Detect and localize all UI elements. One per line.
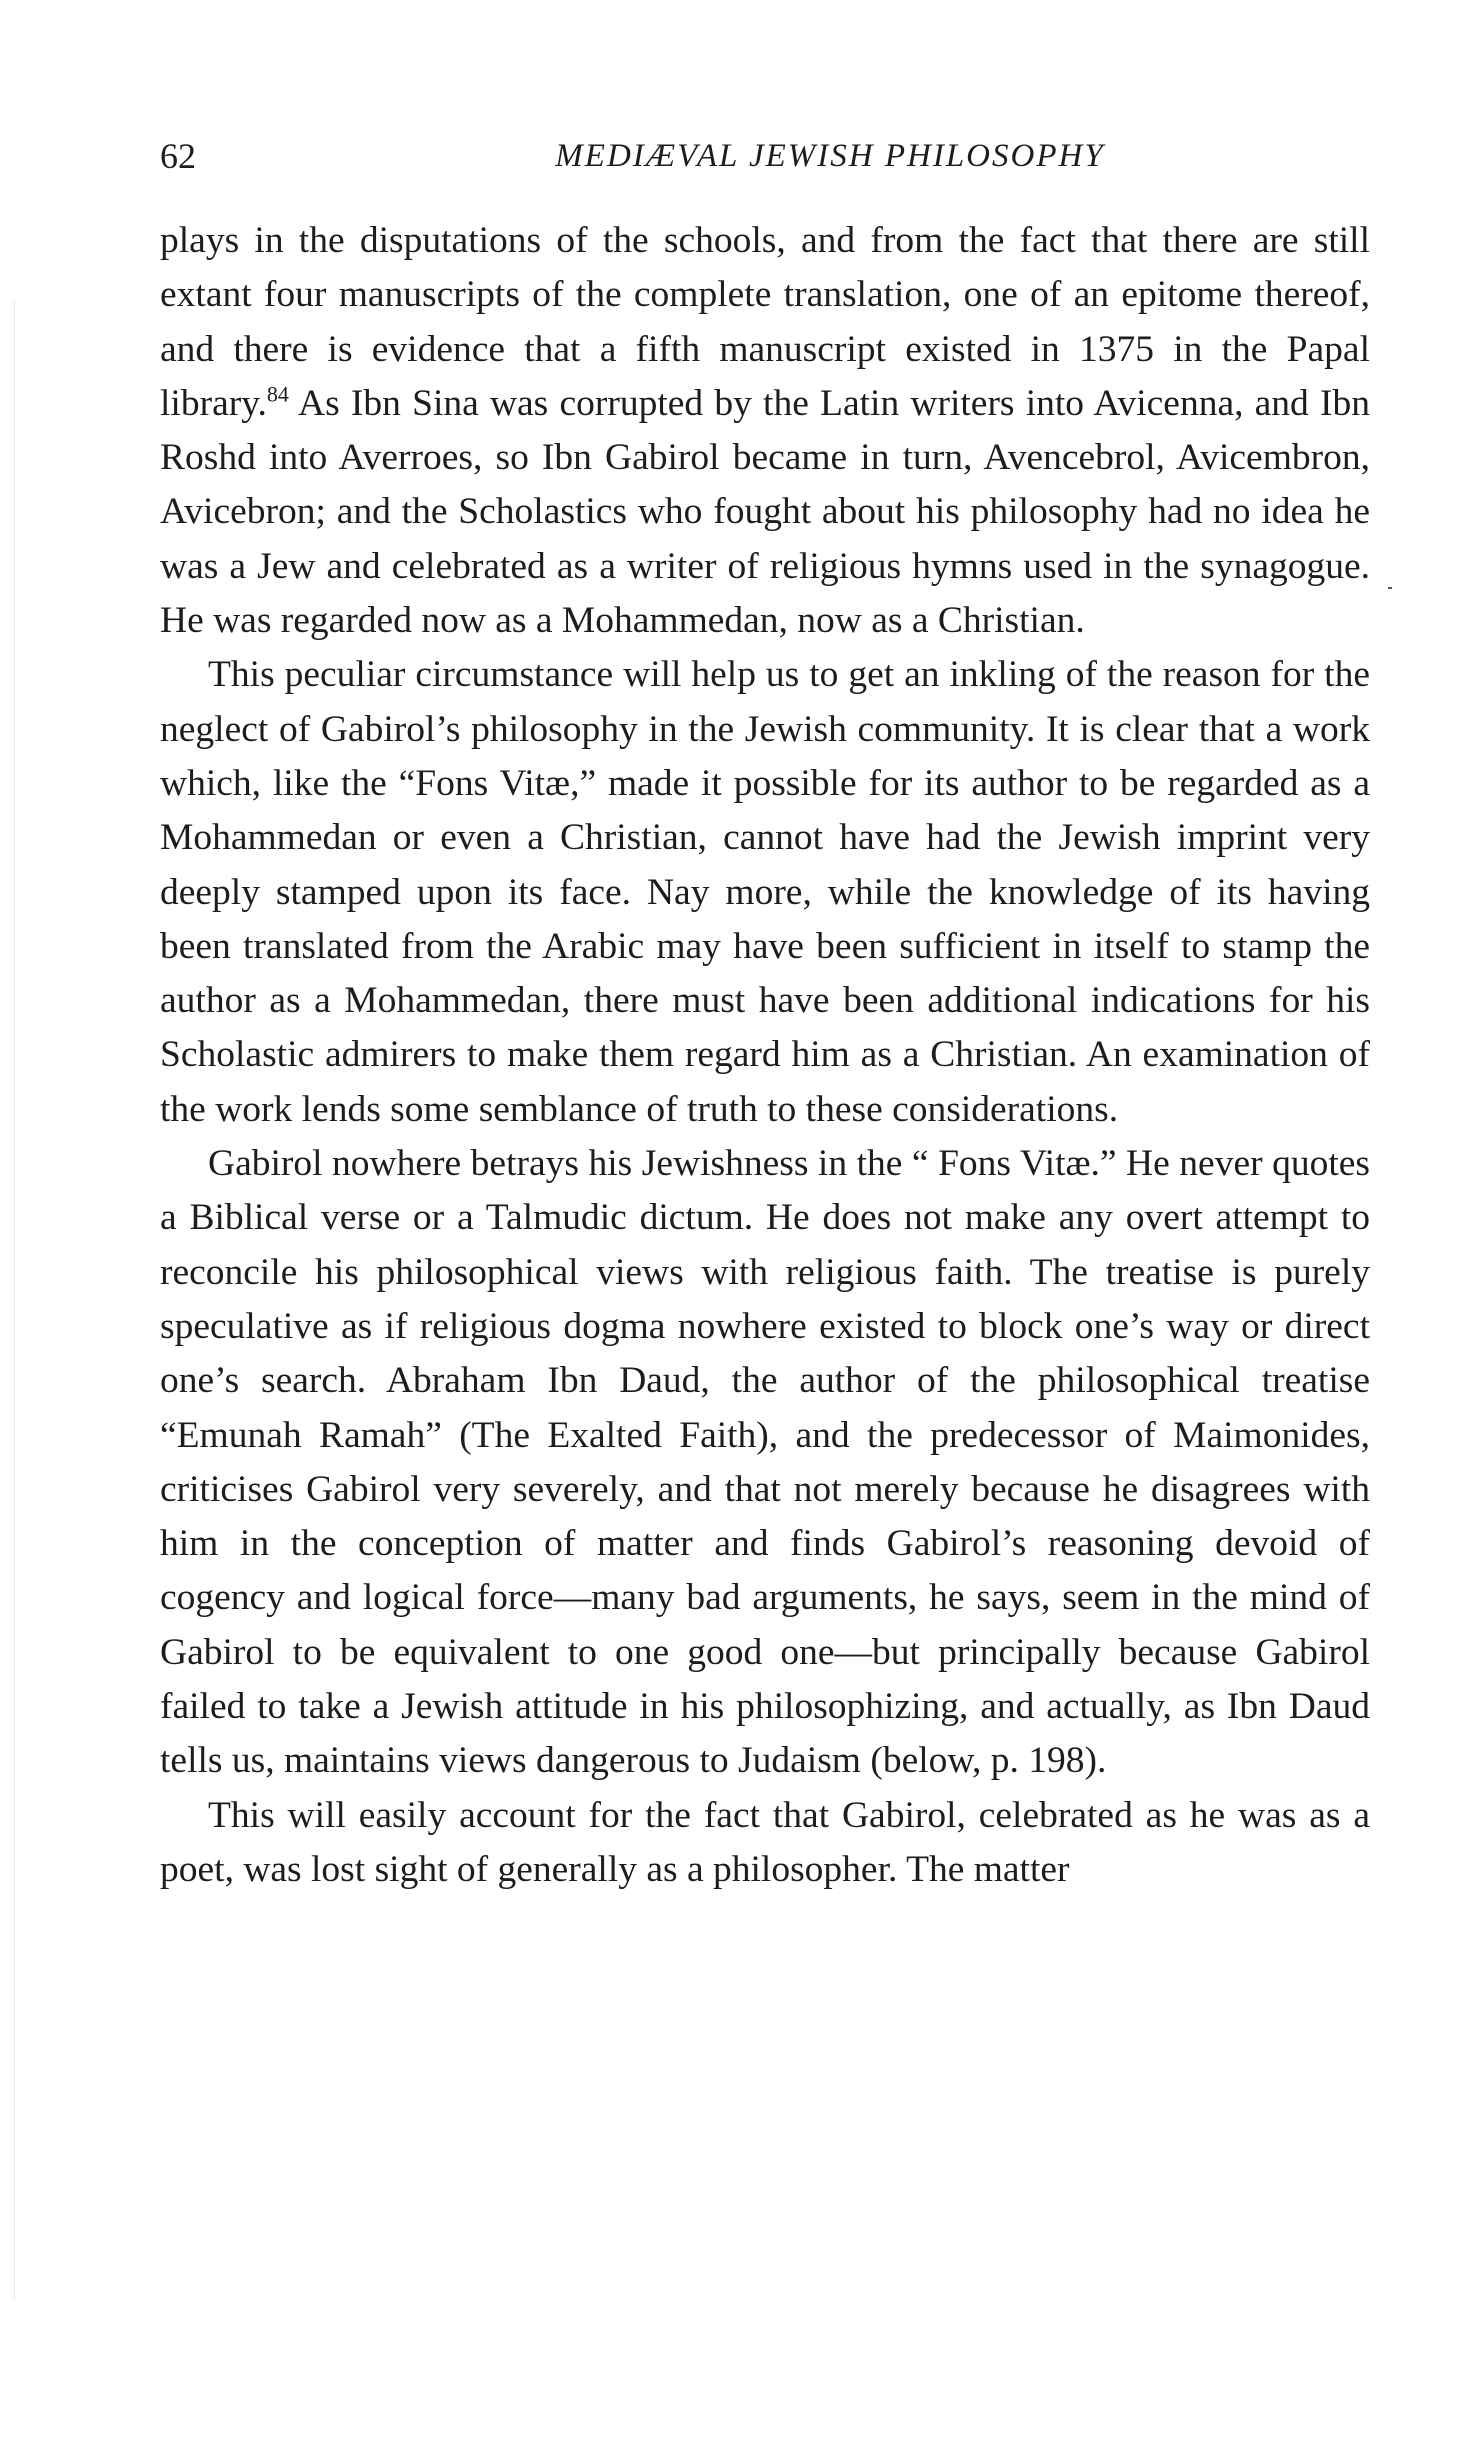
- paragraph-2: This peculiar circumstance will help us to get an inkling of the reason for the neglect of Gabirol’s philosophy in the Jewish community. It is clear that a work which, like the “Fons Vitæ,” made it possible for its author to be regarded as a Mohammedan or even a Christian, cannot have had the Jewish imprint very deeply stamped upon its face. Nay more, while the knowledge of its having been translated from the Arabic may have been sufficient in itself to stamp the author as a Mohammedan, there must have been additional indications for his Scholastic admirers to make them regard him as a Christian. An examination of the work lends some semblance of truth to these considerations.: [160, 654, 1370, 1130]
- paragraph-1: [160, 214, 1370, 648]
- body-text: [160, 214, 1370, 1897]
- paragraph-4: This will easily account for the fact that Gabirol, celebrated as he was as a poet, was lost sight of generally as a philosopher. The matter: [160, 1794, 1370, 1890]
- running-title: MEDIÆVAL JEWISH PHILOSOPHY: [555, 138, 1105, 174]
- page-header: [160, 126, 1370, 186]
- page-number: 62: [160, 136, 196, 176]
- paragraph-1-text-b: As Ibn Sina was corrupted by the Latin writers into Avicenna, and Ibn Roshd into Averroes, so Ibn Gabirol became in turn, Avencebrol, Avicembron, Avicebron; and the Scholastics who fought about his philosophy had no idea he was a Jew and celebrated as a writer of religious hymns used in the synagogue. He was regarded now as a Mohammedan, now as a Christian.: [160, 382, 1370, 642]
- ink-speck: [1388, 587, 1392, 589]
- gutter-shadow: [14, 300, 15, 2300]
- paragraph-3: Gabirol nowhere betrays his Jewishness in the “ Fons Vitæ.” He never quotes a Biblical verse or a Talmudic dictum. He does not make any overt attempt to reconcile his philosophical views with religious faith. The treatise is purely speculative as if religious dogma nowhere existed to block one’s way or direct one’s search. Abraham Ibn Daud, the author of the philosophical treatise “Emunah Ramah” (The Exalted Faith), and the predecessor of Maimonides, criticises Gabirol very severely, and that not merely because he disagrees with him in the conception of matter and finds Gabirol’s reasoning devoid of cogency and logical force—many bad arguments, he says, seem in the mind of Gabirol to be equivalent to one good one—but principally because Gabirol failed to take a Jewish attitude in his philosophizing, and actually, as Ibn Daud tells us, maintains views dangerous to Judaism (below, p. 198).: [160, 1143, 1370, 1782]
- paragraph-1-text-a: plays in the disputations of the schools, and from the fact that there are still extant four manuscripts of the complete translation, one of an epitome thereof, and there is evidence that a fifth manuscript existed in 1375 in the Papal library.: [160, 220, 1370, 424]
- footnote-reference: 84: [266, 381, 289, 407]
